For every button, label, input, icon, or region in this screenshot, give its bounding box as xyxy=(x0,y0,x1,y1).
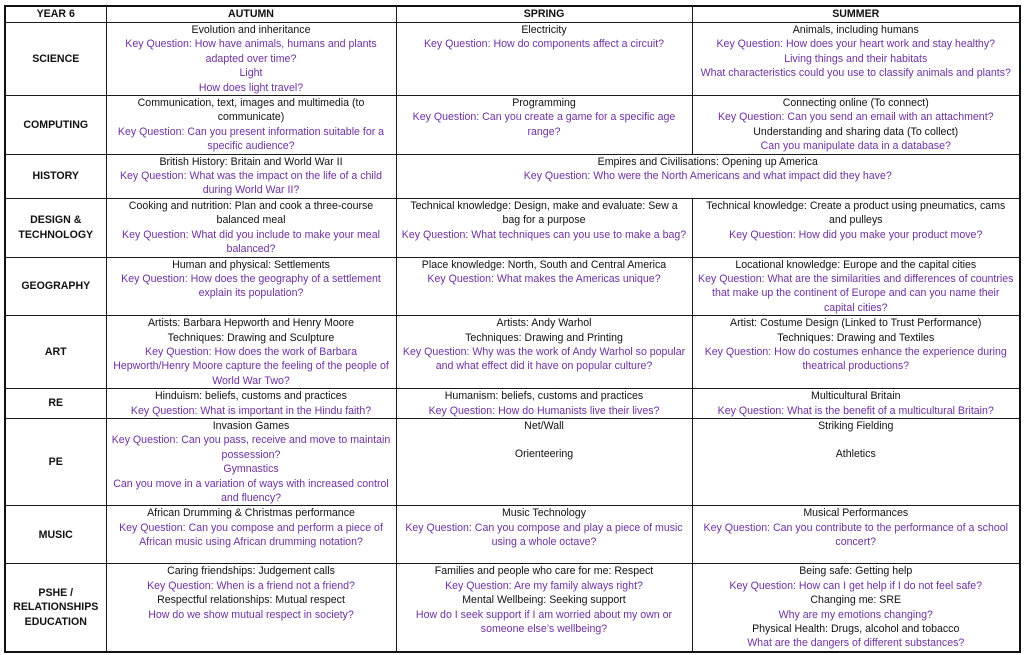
techniques: Techniques: Drawing and Sculpture xyxy=(167,331,335,344)
key-question: Key Question: What techniques can you use to make a bag? xyxy=(401,228,687,241)
computing-summer xyxy=(692,96,1020,155)
topic: Animals, including humans xyxy=(792,24,919,36)
row-pshe xyxy=(5,564,1020,652)
key-question: What characteristics could you use to classify animals and plants? xyxy=(700,67,1011,80)
key-question: Key Question: Why was the work of Andy Warhol so popular and what effect did it have on popular culture? xyxy=(402,345,686,373)
key-question: Key Question: How do Humanists live their lives? xyxy=(428,404,660,417)
subject-history: HISTORY xyxy=(5,154,106,198)
subject-line: TECHNOLOGY xyxy=(18,228,94,241)
art-summer xyxy=(692,316,1020,389)
key-question: Key Question: Who were the North Americans and what impact did they have? xyxy=(523,170,892,183)
re-summer xyxy=(692,389,1020,419)
key-question: Key Question: Can you create a game for a specific age range? xyxy=(412,111,676,138)
topic: Mental Wellbeing: Seeking support xyxy=(462,594,626,607)
topic: Changing me: SRE xyxy=(810,594,902,607)
row-computing xyxy=(5,96,1020,155)
spacer xyxy=(697,433,1016,447)
pshe-spring xyxy=(396,564,692,652)
dt-autumn xyxy=(106,198,396,257)
topic: Being safe: Getting help xyxy=(799,565,913,578)
pshe-autumn xyxy=(106,564,396,652)
key-question: Key Question: Can you compose and play a piece of music using a whole octave? xyxy=(405,521,683,549)
key-question: How do I seek support if I am worried about my own or someone else’s wellbeing? xyxy=(415,608,673,636)
pe-spring xyxy=(396,418,692,505)
science-summer xyxy=(692,23,1020,96)
key-question: Key Question: Can you contribute to the performance of a school concert? xyxy=(703,521,1008,549)
geography-summer xyxy=(692,257,1020,316)
topic: Net/Wall xyxy=(524,419,564,432)
key-question: Key Question: How does the geography of a settlement explain its population? xyxy=(121,272,381,300)
topic: Electricity xyxy=(521,24,567,36)
topic: Caring friendships: Judgement calls xyxy=(167,565,335,578)
key-question: Key Question: Can you compose and perform a piece of African music using African drumming notation? xyxy=(119,521,383,549)
topic: Understanding and sharing data (To collect) xyxy=(753,125,959,138)
pe-autumn xyxy=(106,418,396,505)
key-question: Key Question: How does your heart work and stay healthy? xyxy=(716,38,996,51)
topic: Musical Performances xyxy=(803,507,909,520)
key-question: Key Question: When is a friend not a friend? xyxy=(147,579,355,592)
spacer xyxy=(401,433,688,447)
subject-line: RELATIONSHIPS xyxy=(13,601,99,614)
topic: Connecting online (To connect) xyxy=(782,97,929,110)
topic: Artists: Andy Warhol xyxy=(496,317,592,330)
topic: Light xyxy=(239,67,263,80)
topic: Communication, text, images and multimedia (to communicate) xyxy=(137,97,365,124)
art-autumn xyxy=(106,316,396,389)
topic: Music Technology xyxy=(501,507,586,520)
subject-line: DESIGN & xyxy=(30,214,82,227)
autumn-header: AUTUMN xyxy=(106,6,396,23)
topic: British History: Britain and World War II xyxy=(159,155,343,168)
pshe-summer xyxy=(692,564,1020,652)
key-question: How do we show mutual respect in society? xyxy=(148,608,354,621)
subject-art: ART xyxy=(5,316,106,389)
art-spring xyxy=(396,316,692,389)
topic: Artists: Barbara Hepworth and Henry Moore xyxy=(147,317,355,330)
history-spring-summer xyxy=(396,154,1020,198)
key-question: Why are my emotions changing? xyxy=(778,608,933,621)
year-header: YEAR 6 xyxy=(5,6,106,23)
key-question: Key Question: How can I get help if I do not feel safe? xyxy=(729,579,983,592)
computing-autumn xyxy=(106,96,396,155)
key-question: Key Question: What was the impact on the life of a child during World War II? xyxy=(119,170,383,197)
key-question: Can you move in a variation of ways with increased control and fluency? xyxy=(113,477,389,504)
topic: Striking Fielding xyxy=(818,419,894,432)
key-question: Key Question: Can you present information suitable for a specific audience? xyxy=(117,125,385,153)
topic: Empires and Civilisations: Opening up America xyxy=(597,155,818,168)
dt-summer xyxy=(692,198,1020,257)
key-question: Key Question: Can you send an email with an attachment? xyxy=(717,111,994,124)
key-question: Key Question: What is the benefit of a multicultural Britain? xyxy=(717,404,994,417)
topic: Invasion Games xyxy=(212,419,290,432)
subject-design-technology xyxy=(5,198,106,257)
key-question: Key Question: What did you include to make your meal balanced? xyxy=(122,228,380,256)
geography-autumn xyxy=(106,257,396,316)
computing-spring xyxy=(396,96,692,155)
subject-pe: PE xyxy=(5,418,106,505)
row-science xyxy=(5,23,1020,96)
key-question: Can you manipulate data in a database? xyxy=(760,140,951,153)
topic: Families and people who care for me: Respect xyxy=(434,565,654,578)
techniques: Techniques: Drawing and Textiles xyxy=(777,331,935,344)
topic: Locational knowledge: Europe and the capital cities xyxy=(735,258,977,271)
key-question: Key Question: How do costumes enhance the experience during theatrical productions? xyxy=(704,345,1007,373)
subject-re: RE xyxy=(5,389,106,419)
row-art xyxy=(5,316,1020,389)
key-question: What are the dangers of different substances? xyxy=(747,637,965,650)
re-spring xyxy=(396,389,692,419)
music-autumn xyxy=(106,506,396,564)
subject-pshe xyxy=(5,564,106,652)
topic: Hinduism: beliefs, customs and practices xyxy=(155,390,347,403)
topic: African Drumming & Christmas performance xyxy=(147,507,355,520)
key-question: How does light travel? xyxy=(198,81,304,94)
subject-computing: COMPUTING xyxy=(5,96,106,155)
key-question: Key Question: How does the work of Barbara Hepworth/Henry Moore capture the feeling of the people of World War Two? xyxy=(113,345,389,387)
topic: Orienteering xyxy=(514,448,574,461)
subject-music: MUSIC xyxy=(5,506,106,564)
topic: Programming xyxy=(512,97,576,110)
topic: Place knowledge: North, South and Central America xyxy=(421,258,667,271)
topic: Gymnastics xyxy=(223,463,279,476)
science-spring xyxy=(396,23,692,96)
row-geography xyxy=(5,257,1020,316)
topic: Physical Health: Drugs, alcohol and tobacco xyxy=(752,623,960,636)
topic: Living things and their habitats xyxy=(784,52,928,65)
pe-summer xyxy=(692,418,1020,505)
key-question: Key Question: What are the similarities and differences of countries that make up the continent of Europe and can you name their capital cities? xyxy=(698,272,1014,314)
topic: Technical knowledge: Design, make and evaluate: Sew a bag for a purpose xyxy=(410,199,678,227)
row-music xyxy=(5,506,1020,564)
topic: Artist: Costume Design (Linked to Trust Performance) xyxy=(730,317,982,330)
row-re xyxy=(5,389,1020,419)
topic: Technical knowledge: Create a product using pneumatics, cams and pulleys xyxy=(706,199,1006,227)
row-history xyxy=(5,154,1020,198)
key-question: Key Question: How have animals, humans and plants adapted over time? xyxy=(125,38,377,65)
science-autumn xyxy=(106,23,396,96)
key-question: Key Question: Are my family always right? xyxy=(445,579,643,592)
key-question: Key Question: What is important in the Hindu faith? xyxy=(130,404,372,417)
spring-header: SPRING xyxy=(396,6,692,23)
row-design-technology xyxy=(5,198,1020,257)
key-question: Key Question: How do components affect a circuit? xyxy=(423,38,665,51)
dt-spring xyxy=(396,198,692,257)
summer-header: SUMMER xyxy=(692,6,1020,23)
key-question: Key Question: What makes the Americas unique? xyxy=(427,272,661,285)
music-summer xyxy=(692,506,1020,564)
key-question: Key Question: Can you pass, receive and move to maintain possession? xyxy=(111,434,391,461)
curriculum-table xyxy=(4,5,1021,653)
subject-geography: GEOGRAPHY xyxy=(5,257,106,316)
subject-science: SCIENCE xyxy=(5,23,106,96)
techniques: Techniques: Drawing and Printing xyxy=(465,331,623,344)
key-question: Key Question: How did you make your product move? xyxy=(729,228,983,241)
topic: Human and physical: Settlements xyxy=(172,258,330,271)
topic: Cooking and nutrition: Plan and cook a three-course balanced meal xyxy=(128,199,374,227)
music-spring xyxy=(396,506,692,564)
topic: Multicultural Britain xyxy=(811,390,901,403)
geography-spring xyxy=(396,257,692,316)
subject-line: EDUCATION xyxy=(24,615,87,628)
header-row xyxy=(5,6,1020,23)
topic: Humanism: beliefs, customs and practices xyxy=(444,390,644,403)
row-pe xyxy=(5,418,1020,505)
re-autumn xyxy=(106,389,396,419)
topic: Evolution and inheritance xyxy=(191,24,311,36)
history-autumn xyxy=(106,154,396,198)
topic: Athletics xyxy=(835,448,876,461)
subject-line: PSHE / xyxy=(38,587,74,600)
topic: Respectful relationships: Mutual respect xyxy=(157,594,345,607)
